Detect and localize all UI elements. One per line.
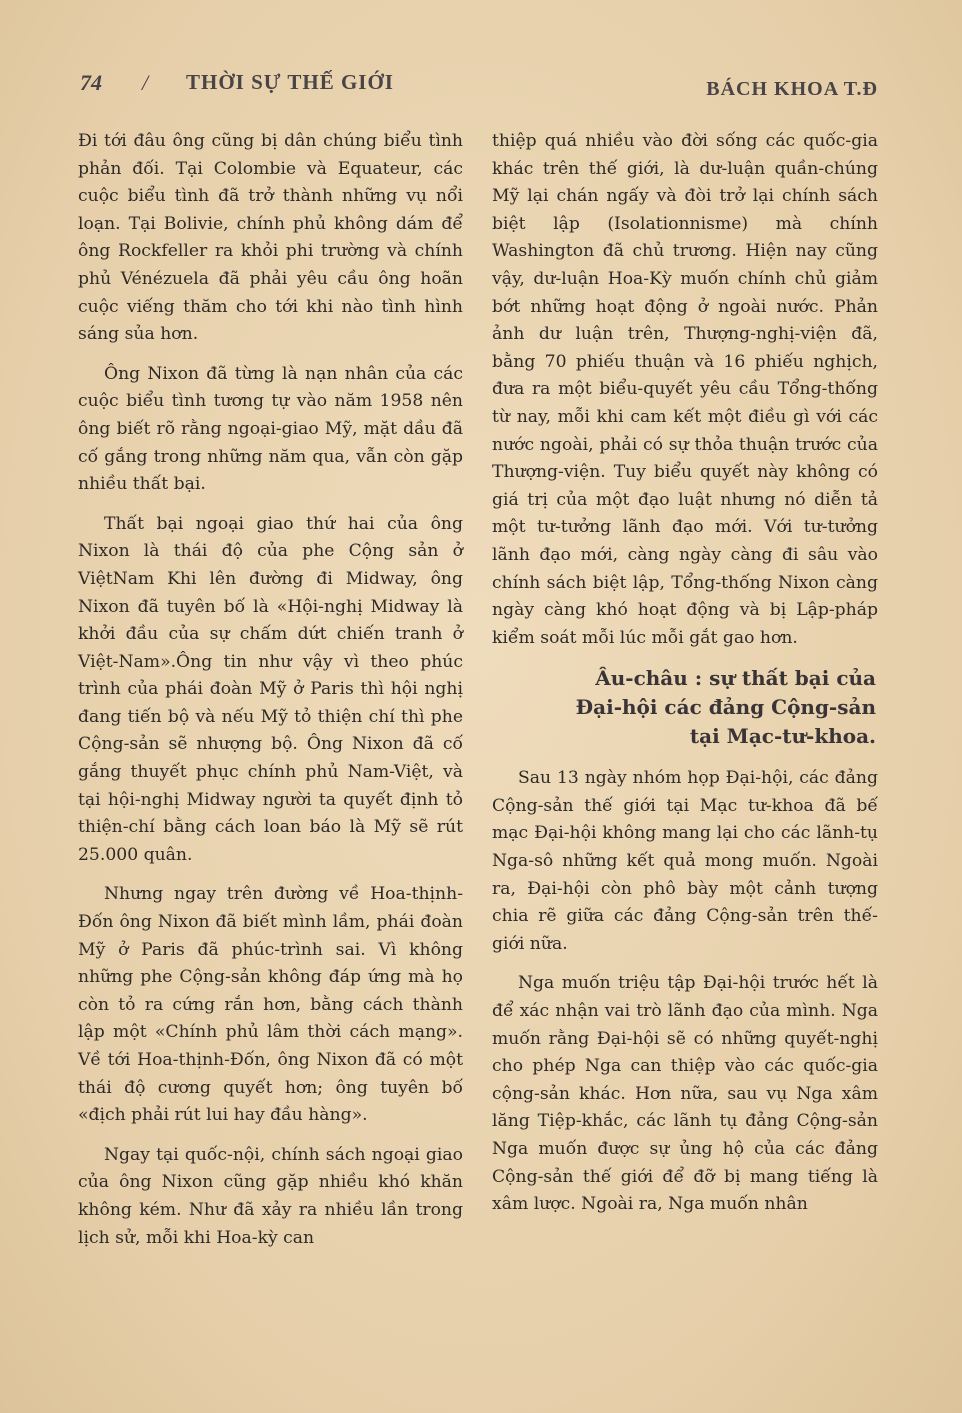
- heading-line: Đại-hội các đảng Cộng-sản: [575, 695, 876, 720]
- page-number: 74: [80, 70, 102, 95]
- heading-line: tại Mạc-tư-khoa.: [689, 724, 876, 749]
- right-column: [492, 128, 878, 1231]
- paragraph: Nhưng ngay trên đường về Hoa-thịnh-Đốn ông Nixon đã biết mình lầm, phái đoàn Mỹ ở Paris đã phúc-trình sai. Vì không những phe Cộng-sản không đáp ứng mà họ còn tỏ ra cứng rắn hơn, bằng cách thành lập một «Chính phủ lâm thời cách mạng». Về tới Hoa-thịnh-Đốn, ông Nixon đã có một thái độ cương quyết hơn; ông tuyên bố «địch phải rút lui hay đầu hàng».: [78, 884, 463, 1126]
- header-separator: /: [142, 70, 149, 95]
- paragraph: Ông Nixon đã từng là nạn nhân của các cuộc biểu tình tương tự vào năm 1958 nên ông biết rõ rằng ngoại-giao Mỹ, mặt dầu đã cố gắng trong những năm qua, vẫn còn gặp nhiều thất bại.: [78, 363, 463, 495]
- paragraph: Đi tới đâu ông cũng bị dân chúng biểu tình phản đối. Tại Colombie và Equateur, các cuộc biểu tình đã trở thành những vụ nổi loạn. Tại Bolivie, chính phủ không dám để ông Rockfeller ra khỏi phi trường và chính phủ Vénézuela đã phải yêu cầu ông hoãn cuộc viếng thăm cho tới khi nào tình hình sáng sủa hơn.: [78, 131, 463, 345]
- paragraph: Nga muốn triệu tập Đại-hội trước hết là để xác nhận vai trò lãnh đạo của mình. Nga muốn rằng Đại-hội sẽ có những quyết-nghị cho phép Nga can thiệp vào các quốc-gia cộng-sản khác. Hơn nữa, sau vụ Nga xâm lăng Tiệp-khắc, các lãnh tụ đảng Cộng-sản Nga muốn được sự ủng hộ của các đảng Cộng-sản thế giới để đỡ bị mang tiếng là xâm lược. Ngoài ra, Nga muốn nhân: [492, 973, 878, 1215]
- paragraph: Thất bại ngoại giao thứ hai của ông Nixon là thái độ của phe Cộng sản ở ViệtNam Khi lên đường đi Midway, ông Nixon đã tuyên bố là «Hội-nghị Midway là khởi đầu của sự chấm dứt chiến tranh ở Việt-Nam».Ông tin như vậy vì theo phúc trình của phái đoàn Mỹ ở Paris thì hội nghị đang tiến bộ và nếu Mỹ tỏ thiện chí thì phe Cộng-sản sẽ nhượng bộ. Ông Nixon đã cố gắng thuyết phục chính phủ Nam-Việt, và tại hội-nghị Midway người ta quyết định tỏ thiện-chí bằng cách loan báo là Mỹ sẽ rút 25.000 quân.: [78, 513, 463, 865]
- left-column: [78, 128, 463, 1264]
- magazine-title: BÁCH KHOA T.Đ: [706, 78, 878, 100]
- section-title: THỜI SỰ THẾ GIỚI: [186, 70, 394, 94]
- section-heading: [492, 664, 876, 751]
- page-header: [80, 66, 880, 106]
- paragraph: thiệp quá nhiều vào đời sống các quốc-gia khác trên thế giới, là dư-luận quần-chúng Mỹ lại chán ngấy và đòi trở lại chính sách biệt lập (Isolationnisme) mà chính Washington đã chủ trương. Hiện nay cũng vậy, dư-luận Hoa-Kỳ muốn chính chủ giảm bớt những hoạt động ở ngoài nước. Phản ảnh dư luận trên, Thượng-nghị-viện đã, bằng 70 phiếu thuận và 16 phiếu nghịch, đưa ra một biểu-quyết yêu cầu Tổng-thống từ nay, mỗi khi cam kết một điều gì với các nước ngoài, phải có sự thỏa thuận trước của Thượng-viện. Tuy biểu quyết này không có giá trị của một đạo luật nhưng nó diễn tả một tư-tưởng lãnh đạo mới. Với tư-tưởng lãnh đạo mới, càng ngày càng đi sâu vào chính sách biệt lập, Tổng-thống Nixon càng ngày càng khó hoạt động và bị Lập-pháp kiểm soát mỗi lúc mỗi gắt gao hơn.: [492, 131, 878, 648]
- paragraph: Ngay tại quốc-nội, chính sách ngoại giao của ông Nixon cũng gặp nhiều khó khăn không kém. Như đã xảy ra nhiều lần trong lịch sử, mỗi khi Hoa-kỳ can: [78, 1144, 463, 1248]
- heading-line: Âu-châu : sự thất bại của: [595, 666, 876, 691]
- paragraph: Sau 13 ngày nhóm họp Đại-hội, các đảng Cộng-sản thế giới tại Mạc tư-khoa đã bế mạc Đại-hội không mang lại cho các lãnh-tụ Nga-sô những kết quả mong muốn. Ngoài ra, Đại-hội còn phô bày một cảnh tượng chia rẽ giữa các đảng Cộng-sản trên thế-giới nữa.: [492, 768, 878, 954]
